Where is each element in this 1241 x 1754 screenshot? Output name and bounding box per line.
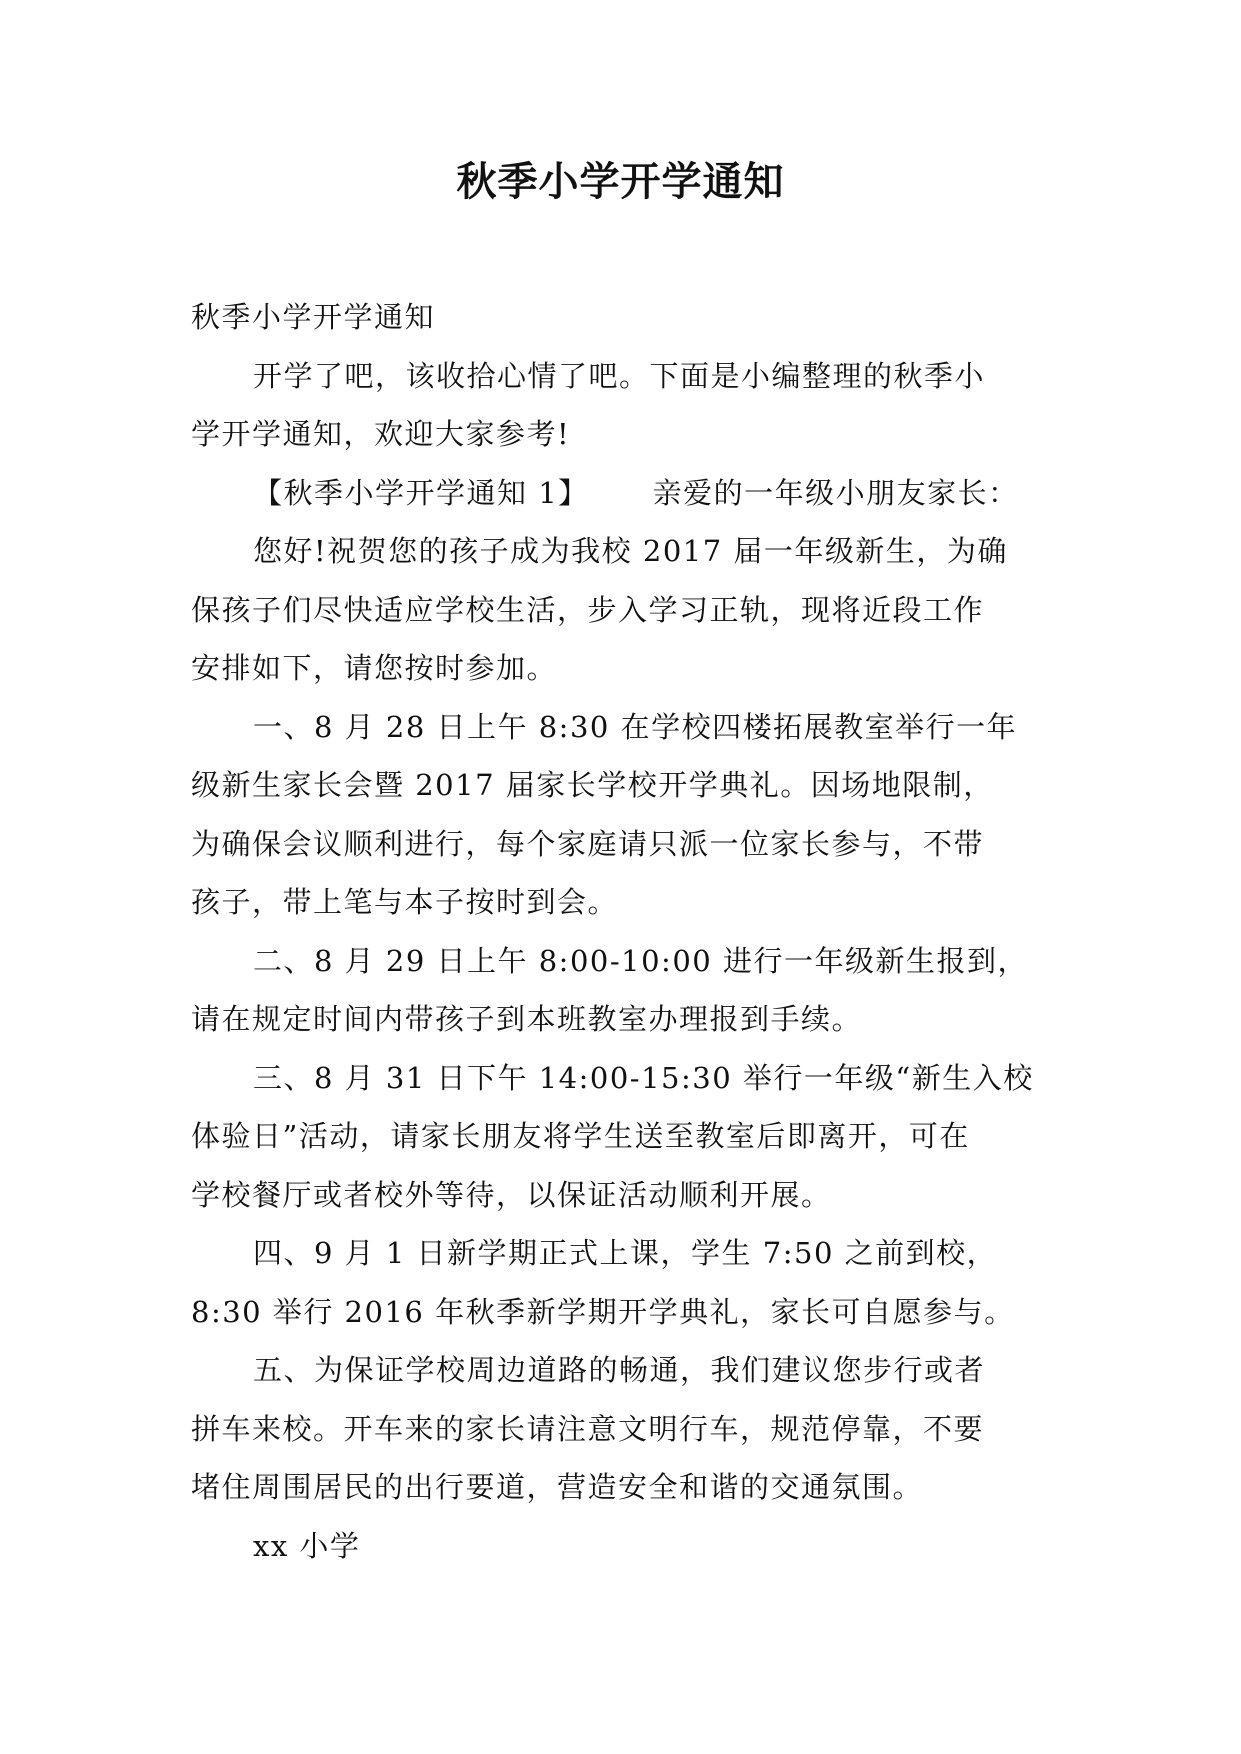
item5-line-2: 拼车来校。开车来的家长请注意文明行车，规范停靠，不要 <box>191 1411 985 1446</box>
intro-line-1: 开学了吧，该收拾心情了吧。下面是小编整理的秋季小 <box>253 358 986 393</box>
item1-line-3: 为确保会议顺利进行，每个家庭请只派一位家长参与，不带 <box>191 826 985 861</box>
section-heading-line <box>191 464 1061 523</box>
document-body <box>191 288 1061 1575</box>
item1-line-4: 孩子，带上笔与本子按时到会。 <box>191 885 619 919</box>
section-heading: 【秋季小学开学通知 1】 <box>253 475 589 510</box>
item5-line-1: 五、为保证学校周边道路的畅通，我们建议您步行或者 <box>253 1353 986 1387</box>
item3-line-1: 三、8 月 31 日下午 14:00-15:30 举行一年级“新生入校 <box>253 1060 1034 1095</box>
item3-line-2: 体验日”活动，请家长朋友将学生送至教室后即离开，可在 <box>191 1119 970 1153</box>
salutation: 亲爱的一年级小朋友家长： <box>652 475 1019 510</box>
subtitle: 秋季小学开学通知 <box>191 300 436 334</box>
item1-line-2: 级新生家长会暨 2017 届家长学校开学典礼。因场地限制， <box>191 768 994 802</box>
item3-line-3: 学校餐厅或者校外等待，以保证活动顺利开展。 <box>191 1177 832 1212</box>
item1-line-1: 一、8 月 28 日上午 8:30 在学校四楼拓展教室举行一年 <box>253 709 1018 744</box>
item4-line-1: 四、9 月 1 日新学期正式上课，学生 7:50 之前到校， <box>253 1236 998 1270</box>
greeting-line-3: 安排如下，请您按时参加。 <box>191 651 558 685</box>
item4-line-2: 8:30 举行 2016 年秋季新学期开学典礼，家长可自愿参与。 <box>191 1294 1015 1329</box>
intro-line-2: 学开学通知，欢迎大家参考! <box>191 417 571 451</box>
signature: xx 小学 <box>253 1528 361 1563</box>
item2-line-1: 二、8 月 29 日上午 8:00-10:00 进行一年级新生报到， <box>253 943 1028 978</box>
greeting-line-2: 保孩子们尽快适应学校生活，步入学习正轨，现将近段工作 <box>191 592 985 627</box>
greeting-line-1: 您好!祝贺您的孩子成为我校 2017 届一年级新生，为确 <box>253 534 1008 568</box>
document-title: 秋季小学开学通知 <box>456 159 785 205</box>
item2-line-2: 请在规定时间内带孩子到本班教室办理报到手续。 <box>191 1002 863 1036</box>
item5-line-3: 堵住周围居民的出行要道，营造安全和谐的交通氛围。 <box>191 1470 924 1504</box>
